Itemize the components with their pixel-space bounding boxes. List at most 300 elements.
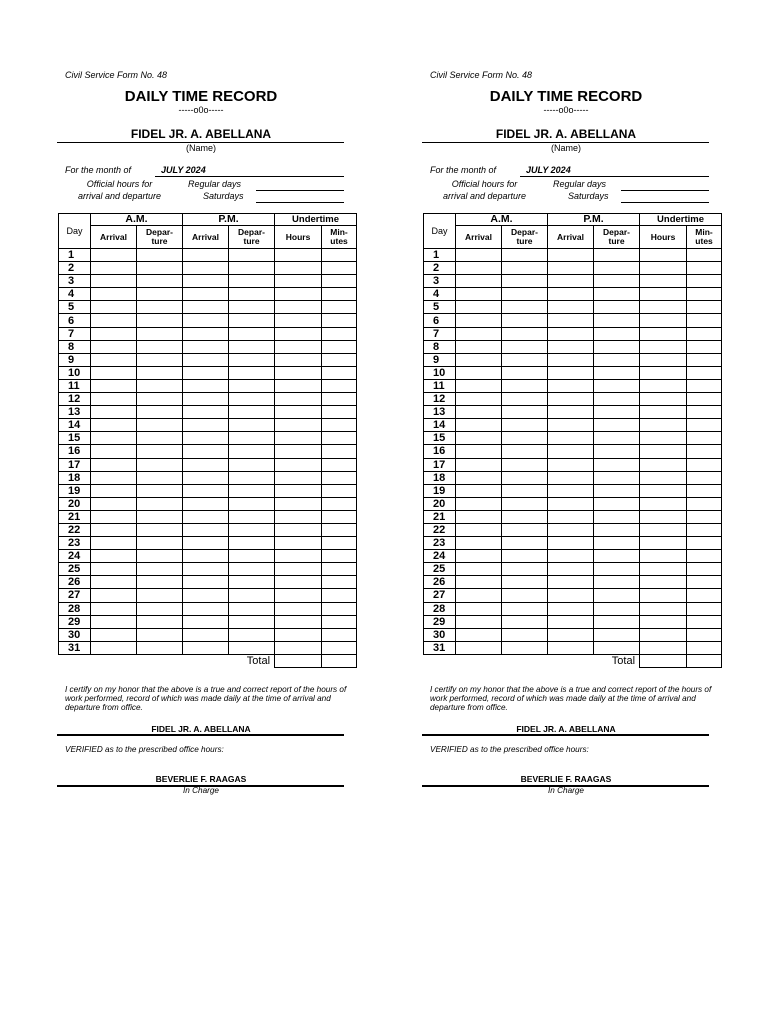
undertime-minutes-cell[interactable]	[687, 510, 722, 523]
undertime-minutes-cell[interactable]	[687, 406, 722, 419]
am-arrival-cell[interactable]	[456, 471, 502, 484]
pm-departure-cell[interactable]	[229, 419, 275, 432]
am-arrival-cell[interactable]	[91, 550, 137, 563]
undertime-hours-cell[interactable]	[275, 615, 322, 628]
undertime-hours-cell[interactable]	[640, 445, 687, 458]
pm-arrival-cell[interactable]	[183, 458, 229, 471]
undertime-hours-cell[interactable]	[275, 262, 322, 275]
am-departure-cell[interactable]	[137, 537, 183, 550]
am-departure-cell[interactable]	[137, 379, 183, 392]
undertime-minutes-cell[interactable]	[687, 249, 722, 262]
am-arrival-cell[interactable]	[91, 432, 137, 445]
am-arrival-cell[interactable]	[91, 340, 137, 353]
am-departure-cell[interactable]	[137, 406, 183, 419]
pm-arrival-cell[interactable]	[548, 563, 594, 576]
undertime-hours-cell[interactable]	[275, 419, 322, 432]
undertime-hours-cell[interactable]	[640, 550, 687, 563]
pm-departure-cell[interactable]	[594, 314, 640, 327]
pm-arrival-cell[interactable]	[183, 563, 229, 576]
pm-arrival-cell[interactable]	[548, 497, 594, 510]
pm-departure-cell[interactable]	[594, 563, 640, 576]
undertime-hours-cell[interactable]	[640, 615, 687, 628]
pm-departure-cell[interactable]	[229, 406, 275, 419]
am-arrival-cell[interactable]	[456, 301, 502, 314]
undertime-minutes-cell[interactable]	[322, 275, 357, 288]
am-arrival-cell[interactable]	[456, 628, 502, 641]
pm-arrival-cell[interactable]	[548, 432, 594, 445]
undertime-hours-cell[interactable]	[640, 471, 687, 484]
undertime-hours-cell[interactable]	[275, 602, 322, 615]
pm-departure-cell[interactable]	[229, 353, 275, 366]
am-arrival-cell[interactable]	[456, 379, 502, 392]
am-departure-cell[interactable]	[502, 576, 548, 589]
am-departure-cell[interactable]	[137, 262, 183, 275]
pm-arrival-cell[interactable]	[548, 484, 594, 497]
undertime-hours-cell[interactable]	[640, 275, 687, 288]
pm-departure-cell[interactable]	[594, 445, 640, 458]
pm-arrival-cell[interactable]	[548, 550, 594, 563]
pm-departure-cell[interactable]	[594, 379, 640, 392]
am-arrival-cell[interactable]	[456, 497, 502, 510]
pm-arrival-cell[interactable]	[183, 589, 229, 602]
undertime-hours-cell[interactable]	[640, 563, 687, 576]
pm-arrival-cell[interactable]	[548, 393, 594, 406]
undertime-minutes-cell[interactable]	[322, 484, 357, 497]
pm-departure-cell[interactable]	[229, 641, 275, 654]
am-arrival-cell[interactable]	[91, 288, 137, 301]
am-departure-cell[interactable]	[137, 510, 183, 523]
undertime-hours-cell[interactable]	[275, 393, 322, 406]
am-arrival-cell[interactable]	[91, 393, 137, 406]
am-arrival-cell[interactable]	[456, 589, 502, 602]
am-arrival-cell[interactable]	[91, 445, 137, 458]
undertime-minutes-cell[interactable]	[322, 615, 357, 628]
pm-departure-cell[interactable]	[594, 393, 640, 406]
pm-arrival-cell[interactable]	[183, 576, 229, 589]
pm-departure-cell[interactable]	[594, 484, 640, 497]
pm-arrival-cell[interactable]	[183, 288, 229, 301]
undertime-minutes-cell[interactable]	[687, 641, 722, 654]
am-arrival-cell[interactable]	[91, 537, 137, 550]
undertime-hours-cell[interactable]	[275, 288, 322, 301]
am-departure-cell[interactable]	[137, 419, 183, 432]
undertime-minutes-cell[interactable]	[322, 563, 357, 576]
pm-arrival-cell[interactable]	[183, 550, 229, 563]
am-departure-cell[interactable]	[502, 262, 548, 275]
am-departure-cell[interactable]	[137, 288, 183, 301]
undertime-minutes-cell[interactable]	[322, 458, 357, 471]
am-departure-cell[interactable]	[137, 484, 183, 497]
am-arrival-cell[interactable]	[91, 563, 137, 576]
pm-departure-cell[interactable]	[594, 432, 640, 445]
undertime-minutes-cell[interactable]	[322, 327, 357, 340]
am-departure-cell[interactable]	[137, 563, 183, 576]
undertime-minutes-cell[interactable]	[322, 314, 357, 327]
undertime-hours-cell[interactable]	[275, 327, 322, 340]
pm-arrival-cell[interactable]	[548, 301, 594, 314]
am-departure-cell[interactable]	[137, 393, 183, 406]
pm-departure-cell[interactable]	[229, 275, 275, 288]
am-arrival-cell[interactable]	[456, 563, 502, 576]
am-arrival-cell[interactable]	[456, 432, 502, 445]
am-arrival-cell[interactable]	[456, 641, 502, 654]
undertime-minutes-cell[interactable]	[322, 510, 357, 523]
pm-departure-cell[interactable]	[594, 458, 640, 471]
pm-departure-cell[interactable]	[594, 628, 640, 641]
pm-arrival-cell[interactable]	[183, 393, 229, 406]
pm-arrival-cell[interactable]	[548, 249, 594, 262]
pm-departure-cell[interactable]	[229, 301, 275, 314]
am-departure-cell[interactable]	[137, 366, 183, 379]
undertime-hours-cell[interactable]	[640, 314, 687, 327]
undertime-minutes-cell[interactable]	[687, 628, 722, 641]
pm-departure-cell[interactable]	[594, 419, 640, 432]
undertime-hours-cell[interactable]	[640, 393, 687, 406]
pm-departure-cell[interactable]	[229, 327, 275, 340]
am-arrival-cell[interactable]	[456, 275, 502, 288]
pm-departure-cell[interactable]	[594, 366, 640, 379]
undertime-hours-cell[interactable]	[640, 366, 687, 379]
total-minutes-cell[interactable]	[322, 654, 357, 667]
undertime-hours-cell[interactable]	[640, 327, 687, 340]
undertime-minutes-cell[interactable]	[322, 589, 357, 602]
am-arrival-cell[interactable]	[456, 262, 502, 275]
am-departure-cell[interactable]	[502, 641, 548, 654]
undertime-hours-cell[interactable]	[275, 589, 322, 602]
undertime-minutes-cell[interactable]	[322, 602, 357, 615]
undertime-minutes-cell[interactable]	[687, 589, 722, 602]
pm-arrival-cell[interactable]	[183, 484, 229, 497]
undertime-hours-cell[interactable]	[275, 497, 322, 510]
am-departure-cell[interactable]	[502, 615, 548, 628]
pm-departure-cell[interactable]	[594, 523, 640, 536]
pm-arrival-cell[interactable]	[183, 537, 229, 550]
undertime-minutes-cell[interactable]	[322, 366, 357, 379]
undertime-hours-cell[interactable]	[640, 497, 687, 510]
am-arrival-cell[interactable]	[91, 523, 137, 536]
undertime-minutes-cell[interactable]	[322, 497, 357, 510]
pm-departure-cell[interactable]	[594, 262, 640, 275]
pm-departure-cell[interactable]	[229, 314, 275, 327]
undertime-minutes-cell[interactable]	[687, 602, 722, 615]
pm-departure-cell[interactable]	[229, 484, 275, 497]
undertime-minutes-cell[interactable]	[687, 379, 722, 392]
undertime-hours-cell[interactable]	[275, 432, 322, 445]
am-arrival-cell[interactable]	[91, 497, 137, 510]
am-departure-cell[interactable]	[137, 340, 183, 353]
undertime-minutes-cell[interactable]	[322, 419, 357, 432]
am-arrival-cell[interactable]	[91, 576, 137, 589]
pm-arrival-cell[interactable]	[548, 419, 594, 432]
undertime-minutes-cell[interactable]	[322, 288, 357, 301]
am-departure-cell[interactable]	[502, 275, 548, 288]
pm-arrival-cell[interactable]	[183, 615, 229, 628]
undertime-minutes-cell[interactable]	[687, 576, 722, 589]
pm-arrival-cell[interactable]	[548, 523, 594, 536]
pm-arrival-cell[interactable]	[548, 537, 594, 550]
undertime-minutes-cell[interactable]	[322, 432, 357, 445]
undertime-hours-cell[interactable]	[275, 406, 322, 419]
undertime-minutes-cell[interactable]	[687, 393, 722, 406]
am-arrival-cell[interactable]	[91, 484, 137, 497]
undertime-hours-cell[interactable]	[640, 484, 687, 497]
am-departure-cell[interactable]	[137, 550, 183, 563]
pm-arrival-cell[interactable]	[548, 471, 594, 484]
undertime-hours-cell[interactable]	[275, 510, 322, 523]
pm-departure-cell[interactable]	[594, 327, 640, 340]
undertime-hours-cell[interactable]	[275, 340, 322, 353]
undertime-minutes-cell[interactable]	[322, 353, 357, 366]
total-hours-cell[interactable]	[275, 654, 322, 667]
undertime-minutes-cell[interactable]	[322, 471, 357, 484]
am-departure-cell[interactable]	[502, 406, 548, 419]
am-departure-cell[interactable]	[137, 615, 183, 628]
undertime-minutes-cell[interactable]	[687, 366, 722, 379]
undertime-minutes-cell[interactable]	[687, 327, 722, 340]
pm-arrival-cell[interactable]	[548, 458, 594, 471]
pm-arrival-cell[interactable]	[548, 353, 594, 366]
am-departure-cell[interactable]	[502, 314, 548, 327]
am-departure-cell[interactable]	[502, 458, 548, 471]
pm-arrival-cell[interactable]	[548, 262, 594, 275]
pm-departure-cell[interactable]	[594, 537, 640, 550]
pm-arrival-cell[interactable]	[183, 641, 229, 654]
am-arrival-cell[interactable]	[91, 275, 137, 288]
undertime-minutes-cell[interactable]	[322, 628, 357, 641]
am-arrival-cell[interactable]	[456, 314, 502, 327]
pm-departure-cell[interactable]	[594, 288, 640, 301]
am-arrival-cell[interactable]	[91, 458, 137, 471]
am-departure-cell[interactable]	[137, 628, 183, 641]
undertime-hours-cell[interactable]	[640, 641, 687, 654]
pm-departure-cell[interactable]	[229, 628, 275, 641]
undertime-hours-cell[interactable]	[640, 432, 687, 445]
pm-departure-cell[interactable]	[229, 589, 275, 602]
pm-departure-cell[interactable]	[594, 497, 640, 510]
am-arrival-cell[interactable]	[456, 288, 502, 301]
am-departure-cell[interactable]	[502, 445, 548, 458]
am-arrival-cell[interactable]	[456, 602, 502, 615]
pm-arrival-cell[interactable]	[548, 314, 594, 327]
undertime-hours-cell[interactable]	[275, 249, 322, 262]
pm-departure-cell[interactable]	[594, 301, 640, 314]
undertime-minutes-cell[interactable]	[687, 314, 722, 327]
pm-arrival-cell[interactable]	[183, 249, 229, 262]
am-departure-cell[interactable]	[137, 249, 183, 262]
undertime-minutes-cell[interactable]	[687, 615, 722, 628]
undertime-hours-cell[interactable]	[640, 458, 687, 471]
pm-arrival-cell[interactable]	[548, 379, 594, 392]
am-arrival-cell[interactable]	[91, 419, 137, 432]
pm-departure-cell[interactable]	[229, 262, 275, 275]
pm-departure-cell[interactable]	[229, 458, 275, 471]
undertime-minutes-cell[interactable]	[322, 301, 357, 314]
pm-departure-cell[interactable]	[594, 589, 640, 602]
pm-departure-cell[interactable]	[594, 275, 640, 288]
am-departure-cell[interactable]	[502, 628, 548, 641]
pm-departure-cell[interactable]	[229, 340, 275, 353]
pm-arrival-cell[interactable]	[548, 576, 594, 589]
pm-departure-cell[interactable]	[229, 379, 275, 392]
am-departure-cell[interactable]	[137, 641, 183, 654]
am-departure-cell[interactable]	[502, 550, 548, 563]
am-arrival-cell[interactable]	[91, 366, 137, 379]
am-arrival-cell[interactable]	[456, 249, 502, 262]
pm-departure-cell[interactable]	[594, 353, 640, 366]
am-arrival-cell[interactable]	[91, 602, 137, 615]
pm-arrival-cell[interactable]	[548, 288, 594, 301]
am-departure-cell[interactable]	[137, 432, 183, 445]
am-departure-cell[interactable]	[137, 327, 183, 340]
pm-departure-cell[interactable]	[594, 615, 640, 628]
undertime-hours-cell[interactable]	[640, 523, 687, 536]
pm-arrival-cell[interactable]	[548, 366, 594, 379]
undertime-hours-cell[interactable]	[275, 537, 322, 550]
pm-arrival-cell[interactable]	[548, 589, 594, 602]
pm-arrival-cell[interactable]	[183, 379, 229, 392]
undertime-hours-cell[interactable]	[275, 301, 322, 314]
pm-arrival-cell[interactable]	[548, 275, 594, 288]
undertime-minutes-cell[interactable]	[687, 497, 722, 510]
pm-departure-cell[interactable]	[594, 510, 640, 523]
pm-departure-cell[interactable]	[229, 249, 275, 262]
undertime-minutes-cell[interactable]	[322, 550, 357, 563]
pm-departure-cell[interactable]	[229, 510, 275, 523]
undertime-hours-cell[interactable]	[275, 523, 322, 536]
am-arrival-cell[interactable]	[456, 484, 502, 497]
undertime-hours-cell[interactable]	[640, 589, 687, 602]
undertime-hours-cell[interactable]	[640, 249, 687, 262]
pm-arrival-cell[interactable]	[183, 327, 229, 340]
pm-departure-cell[interactable]	[229, 563, 275, 576]
pm-departure-cell[interactable]	[229, 288, 275, 301]
pm-departure-cell[interactable]	[229, 602, 275, 615]
undertime-hours-cell[interactable]	[640, 419, 687, 432]
pm-arrival-cell[interactable]	[183, 406, 229, 419]
am-departure-cell[interactable]	[502, 353, 548, 366]
am-arrival-cell[interactable]	[91, 628, 137, 641]
pm-departure-cell[interactable]	[594, 340, 640, 353]
am-departure-cell[interactable]	[502, 432, 548, 445]
am-departure-cell[interactable]	[137, 497, 183, 510]
undertime-minutes-cell[interactable]	[687, 432, 722, 445]
am-departure-cell[interactable]	[502, 366, 548, 379]
am-arrival-cell[interactable]	[456, 340, 502, 353]
pm-departure-cell[interactable]	[229, 523, 275, 536]
am-departure-cell[interactable]	[137, 576, 183, 589]
pm-departure-cell[interactable]	[229, 445, 275, 458]
am-departure-cell[interactable]	[502, 379, 548, 392]
undertime-hours-cell[interactable]	[275, 275, 322, 288]
pm-arrival-cell[interactable]	[548, 628, 594, 641]
pm-arrival-cell[interactable]	[183, 628, 229, 641]
am-arrival-cell[interactable]	[456, 327, 502, 340]
undertime-minutes-cell[interactable]	[322, 249, 357, 262]
pm-departure-cell[interactable]	[229, 471, 275, 484]
undertime-hours-cell[interactable]	[640, 301, 687, 314]
undertime-minutes-cell[interactable]	[687, 445, 722, 458]
undertime-minutes-cell[interactable]	[322, 641, 357, 654]
undertime-hours-cell[interactable]	[275, 550, 322, 563]
undertime-hours-cell[interactable]	[640, 406, 687, 419]
undertime-hours-cell[interactable]	[640, 537, 687, 550]
undertime-hours-cell[interactable]	[275, 366, 322, 379]
pm-departure-cell[interactable]	[594, 406, 640, 419]
am-arrival-cell[interactable]	[456, 458, 502, 471]
am-departure-cell[interactable]	[502, 602, 548, 615]
pm-departure-cell[interactable]	[229, 432, 275, 445]
undertime-hours-cell[interactable]	[640, 628, 687, 641]
pm-arrival-cell[interactable]	[548, 641, 594, 654]
undertime-minutes-cell[interactable]	[687, 550, 722, 563]
pm-arrival-cell[interactable]	[548, 327, 594, 340]
pm-arrival-cell[interactable]	[548, 406, 594, 419]
undertime-hours-cell[interactable]	[640, 340, 687, 353]
undertime-minutes-cell[interactable]	[687, 523, 722, 536]
undertime-minutes-cell[interactable]	[687, 262, 722, 275]
am-arrival-cell[interactable]	[456, 353, 502, 366]
am-departure-cell[interactable]	[137, 314, 183, 327]
pm-departure-cell[interactable]	[594, 471, 640, 484]
pm-arrival-cell[interactable]	[183, 471, 229, 484]
pm-arrival-cell[interactable]	[183, 432, 229, 445]
undertime-hours-cell[interactable]	[275, 484, 322, 497]
pm-departure-cell[interactable]	[229, 537, 275, 550]
undertime-minutes-cell[interactable]	[322, 537, 357, 550]
undertime-minutes-cell[interactable]	[687, 471, 722, 484]
undertime-minutes-cell[interactable]	[687, 288, 722, 301]
pm-arrival-cell[interactable]	[548, 510, 594, 523]
pm-arrival-cell[interactable]	[183, 314, 229, 327]
am-departure-cell[interactable]	[502, 497, 548, 510]
am-departure-cell[interactable]	[502, 471, 548, 484]
am-departure-cell[interactable]	[502, 288, 548, 301]
undertime-hours-cell[interactable]	[640, 379, 687, 392]
pm-arrival-cell[interactable]	[183, 602, 229, 615]
am-departure-cell[interactable]	[502, 523, 548, 536]
am-arrival-cell[interactable]	[91, 327, 137, 340]
undertime-minutes-cell[interactable]	[687, 563, 722, 576]
undertime-minutes-cell[interactable]	[687, 301, 722, 314]
undertime-hours-cell[interactable]	[640, 602, 687, 615]
am-arrival-cell[interactable]	[456, 393, 502, 406]
am-departure-cell[interactable]	[137, 589, 183, 602]
am-departure-cell[interactable]	[137, 301, 183, 314]
pm-arrival-cell[interactable]	[548, 602, 594, 615]
undertime-minutes-cell[interactable]	[687, 353, 722, 366]
undertime-minutes-cell[interactable]	[687, 537, 722, 550]
am-departure-cell[interactable]	[137, 523, 183, 536]
am-arrival-cell[interactable]	[456, 406, 502, 419]
undertime-hours-cell[interactable]	[275, 471, 322, 484]
am-arrival-cell[interactable]	[91, 353, 137, 366]
am-departure-cell[interactable]	[137, 353, 183, 366]
am-arrival-cell[interactable]	[456, 510, 502, 523]
undertime-minutes-cell[interactable]	[322, 379, 357, 392]
undertime-minutes-cell[interactable]	[687, 275, 722, 288]
pm-arrival-cell[interactable]	[183, 445, 229, 458]
undertime-hours-cell[interactable]	[640, 510, 687, 523]
am-arrival-cell[interactable]	[456, 419, 502, 432]
pm-arrival-cell[interactable]	[548, 445, 594, 458]
undertime-minutes-cell[interactable]	[322, 445, 357, 458]
am-arrival-cell[interactable]	[91, 406, 137, 419]
am-arrival-cell[interactable]	[456, 445, 502, 458]
undertime-minutes-cell[interactable]	[687, 419, 722, 432]
pm-arrival-cell[interactable]	[183, 419, 229, 432]
undertime-hours-cell[interactable]	[640, 576, 687, 589]
am-arrival-cell[interactable]	[91, 589, 137, 602]
